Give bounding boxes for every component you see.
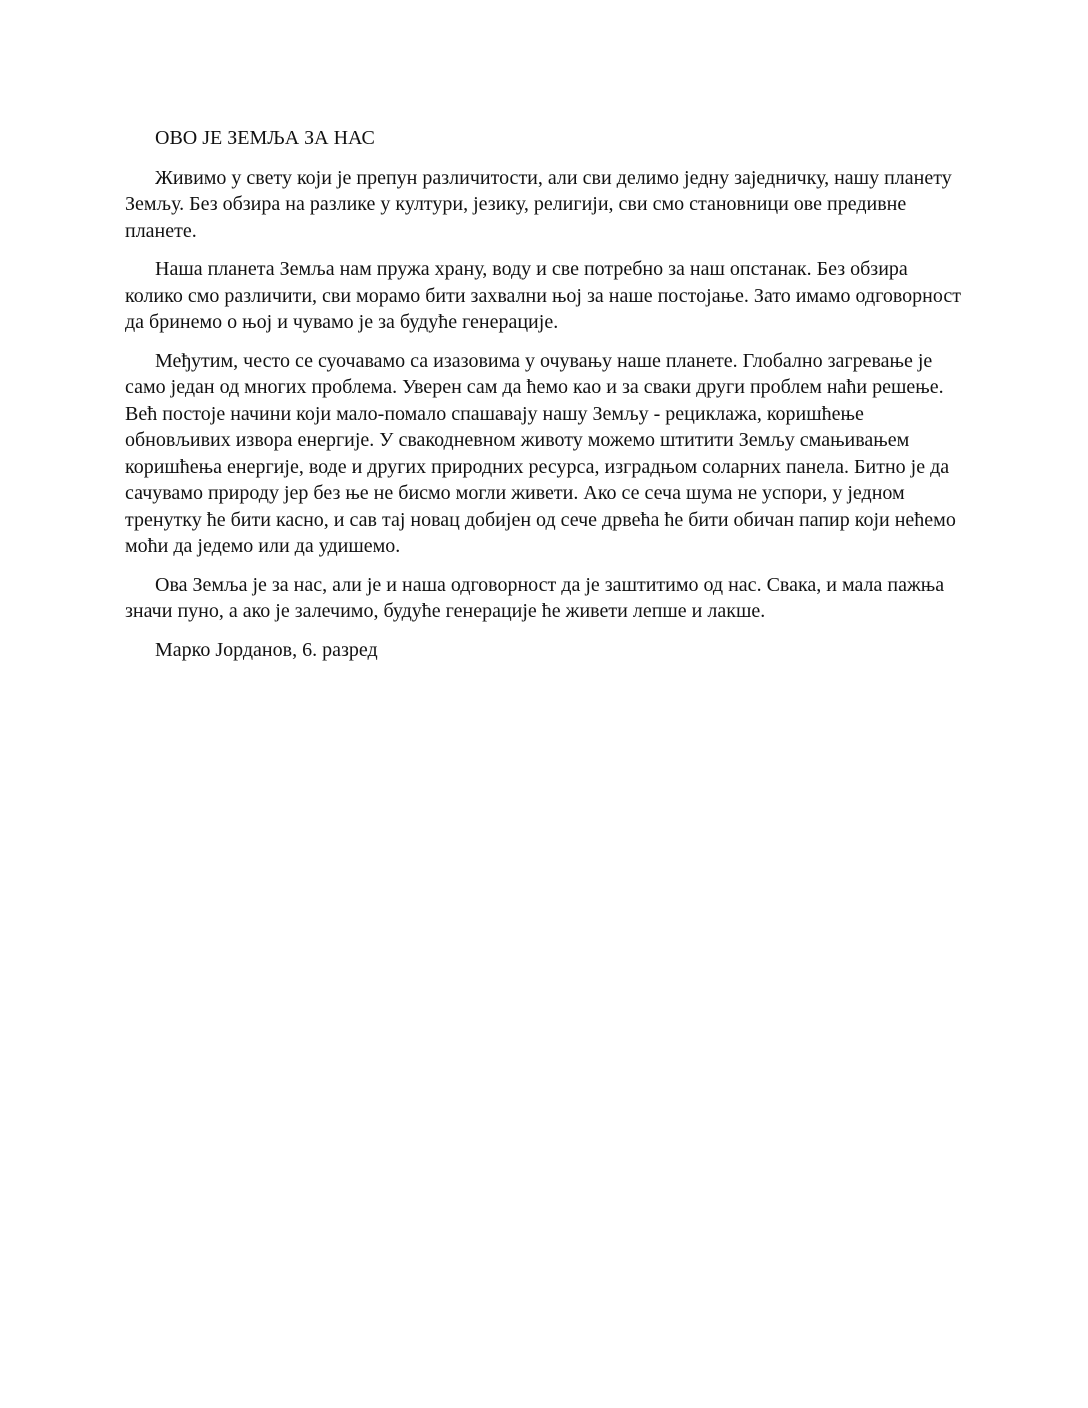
document-body bbox=[125, 125, 963, 675]
author-signature: Марко Јорданов, 6. разред bbox=[155, 638, 378, 661]
document-title: ОВО ЈЕ ЗЕМЉА ЗА НАС bbox=[155, 127, 375, 149]
paragraph: Наша планета Земља нам пружа храну, воду и све потребно за наш опстанак. Без обзира колико смо различити, сви морамо бити захвални њој за наше постојање. Зато имамо одговорност да бринемо о њој и чувамо је за будуће генерације. bbox=[125, 258, 961, 333]
paragraph: Међутим, често се суочавамо са изазовима у очувању наше планете. Глобално загревање је само један од многих проблема. Уверен сам да ћемо као и за сваки други проблем наћи решење. Већ постоје начини који мало-помало спашавају нашу Земљу - рециклажа, коришћење обновљивих извора енергије. У свакодневном животу можемо штитити Земљу смањивањем коришћења енергије, воде и других природних ресурса, изградњом соларних панела. Битно је да сачувамо природу јер без ње не бисмо могли живети. Ако се сеча шума не успори, у једном тренутку ће бити касно, и сав тај новац добијен од сече дрвећа ће бити обичан папир који нећемо моћи да једемо или да удишемо. bbox=[125, 349, 956, 557]
paragraph: Ова Земља је за нас, али је и наша одговорност да је заштитимо од нас. Свака, и мала пажња значи пуно, а ако је залечимо, будуће генерације ће живети лепше и лакше. bbox=[125, 573, 945, 622]
paragraph: Живимо у свету који је препун различитости, али сви делимо једну заједничку, нашу планету Земљу. Без обзира на разлике у култури, језику, религији, сви смо становници ове предивне планете. bbox=[125, 166, 952, 242]
